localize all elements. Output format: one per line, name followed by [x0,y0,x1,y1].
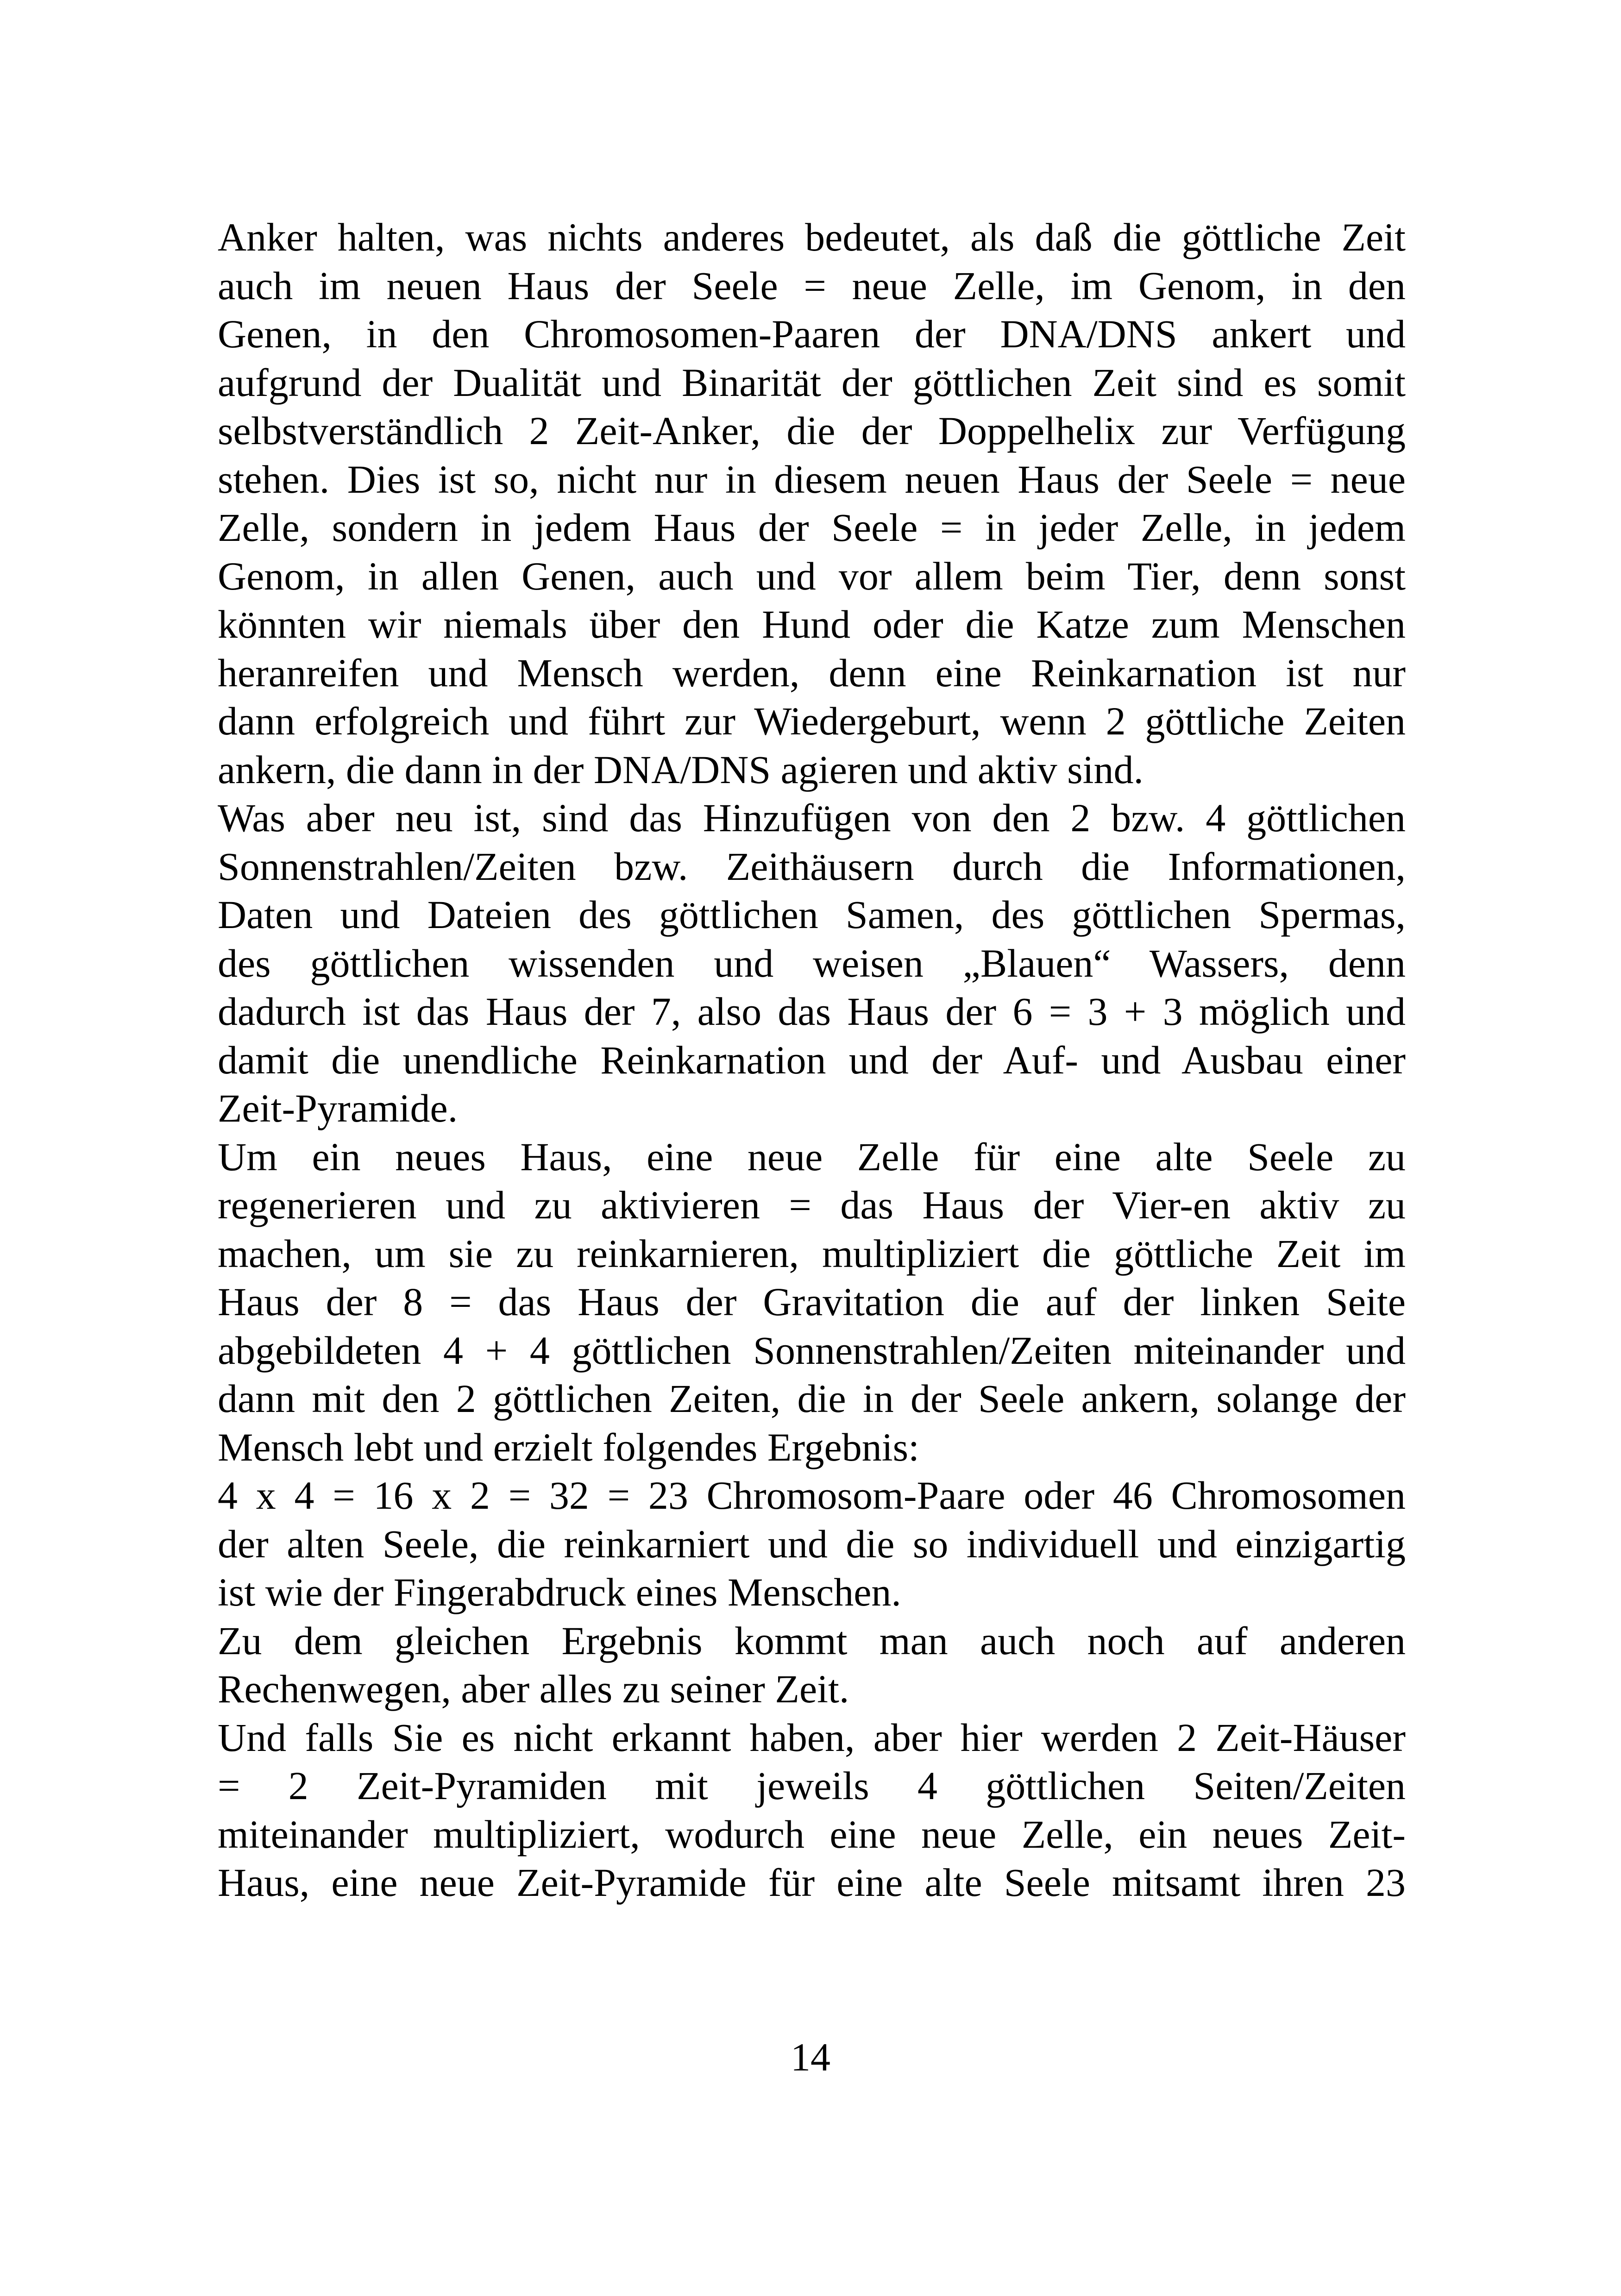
text-line: Genom, in allen Genen, auch und vor allem beim Tier, denn sonst [218,553,1406,598]
text-line: Anker halten, was nichts anderes bedeutet, als daß die göttliche Zeit [218,215,1406,259]
text-line: Daten und Dateien des göttlichen Samen, des göttlichen Spermas, [218,892,1406,937]
body-text [218,213,1406,1907]
text-line: damit die unendliche Reinkarnation und der Auf- und Ausbau einer [218,1037,1406,1082]
text-line: regenerieren und zu aktivieren = das Haus der Vier-en aktiv zu [218,1183,1406,1227]
text-line: auch im neuen Haus der Seele = neue Zelle, im Genom, in den [218,263,1406,308]
text-line: Zelle, sondern in jedem Haus der Seele = in jeder Zelle, in jedem [218,505,1406,550]
text-line: Um ein neues Haus, eine neue Zelle für eine alte Seele zu [218,1134,1406,1179]
text-line: abgebildeten 4 + 4 göttlichen Sonnenstrahlen/Zeiten miteinander und [218,1328,1406,1373]
text-line: miteinander multipliziert, wodurch eine neue Zelle, ein neues Zeit- [218,1812,1406,1857]
text-line: Zeit-Pyramide. [218,1086,458,1130]
text-line: Rechenwegen, aber alles zu seiner Zeit. [218,1667,849,1711]
text-line: Mensch lebt und erzielt folgendes Ergebnis: [218,1424,919,1469]
text-line: Und falls Sie es nicht erkannt haben, aber hier werden 2 Zeit-Häuser [218,1715,1406,1760]
text-line: könnten wir niemals über den Hund oder die Katze zum Menschen [218,602,1406,646]
text-line: 4 x 4 = 16 x 2 = 32 = 23 Chromosom-Paare oder 46 Chromosomen [218,1473,1406,1518]
text-line: Was aber neu ist, sind das Hinzufügen von den 2 bzw. 4 göttlichen [218,796,1406,840]
page-number: 14 [791,2035,830,2079]
text-line: aufgrund der Dualität und Binarität der göttlichen Zeit sind es somit [218,360,1406,405]
text-line: ist wie der Fingerabdruck eines Menschen. [218,1570,901,1614]
text-line: selbstverständlich 2 Zeit-Anker, die der Doppelhelix zur Verfügung [218,408,1406,453]
text-line: dann erfolgreich und führt zur Wiedergeburt, wenn 2 göttliche Zeiten [218,699,1406,743]
text-line: dadurch ist das Haus der 7, also das Haus der 6 = 3 + 3 möglich und [218,989,1406,1034]
text-line: stehen. Dies ist so, nicht nur in diesem neuen Haus der Seele = neue [218,457,1406,502]
text-line: Genen, in den Chromosomen-Paaren der DNA/DNS ankert und [218,312,1406,356]
text-line: Haus, eine neue Zeit-Pyramide für eine alte Seele mitsamt ihren 23 [218,1860,1406,1905]
text-line: = 2 Zeit-Pyramiden mit jeweils 4 göttlichen Seiten/Zeiten [218,1763,1406,1808]
text-line: heranreifen und Mensch werden, denn eine Reinkarnation ist nur [218,650,1406,695]
text-line: des göttlichen wissenden und weisen „Blauen“ Wassers, denn [218,941,1406,985]
text-line: Zu dem gleichen Ergebnis kommt man auch noch auf anderen [218,1618,1406,1663]
text-line: Haus der 8 = das Haus der Gravitation die auf der linken Seite [218,1280,1406,1324]
text-line: dann mit den 2 göttlichen Zeiten, die in der Seele ankern, solange der [218,1376,1406,1421]
text-line: ankern, die dann in der DNA/DNS agieren und aktiv sind. [218,747,1144,792]
text-line: der alten Seele, die reinkarniert und die so individuell und einzigartig [218,1521,1406,1566]
text-line: machen, um sie zu reinkarnieren, multipliziert die göttliche Zeit im [218,1231,1406,1276]
text-line: Sonnenstrahlen/Zeiten bzw. Zeithäusern durch die Informationen, [218,844,1406,889]
